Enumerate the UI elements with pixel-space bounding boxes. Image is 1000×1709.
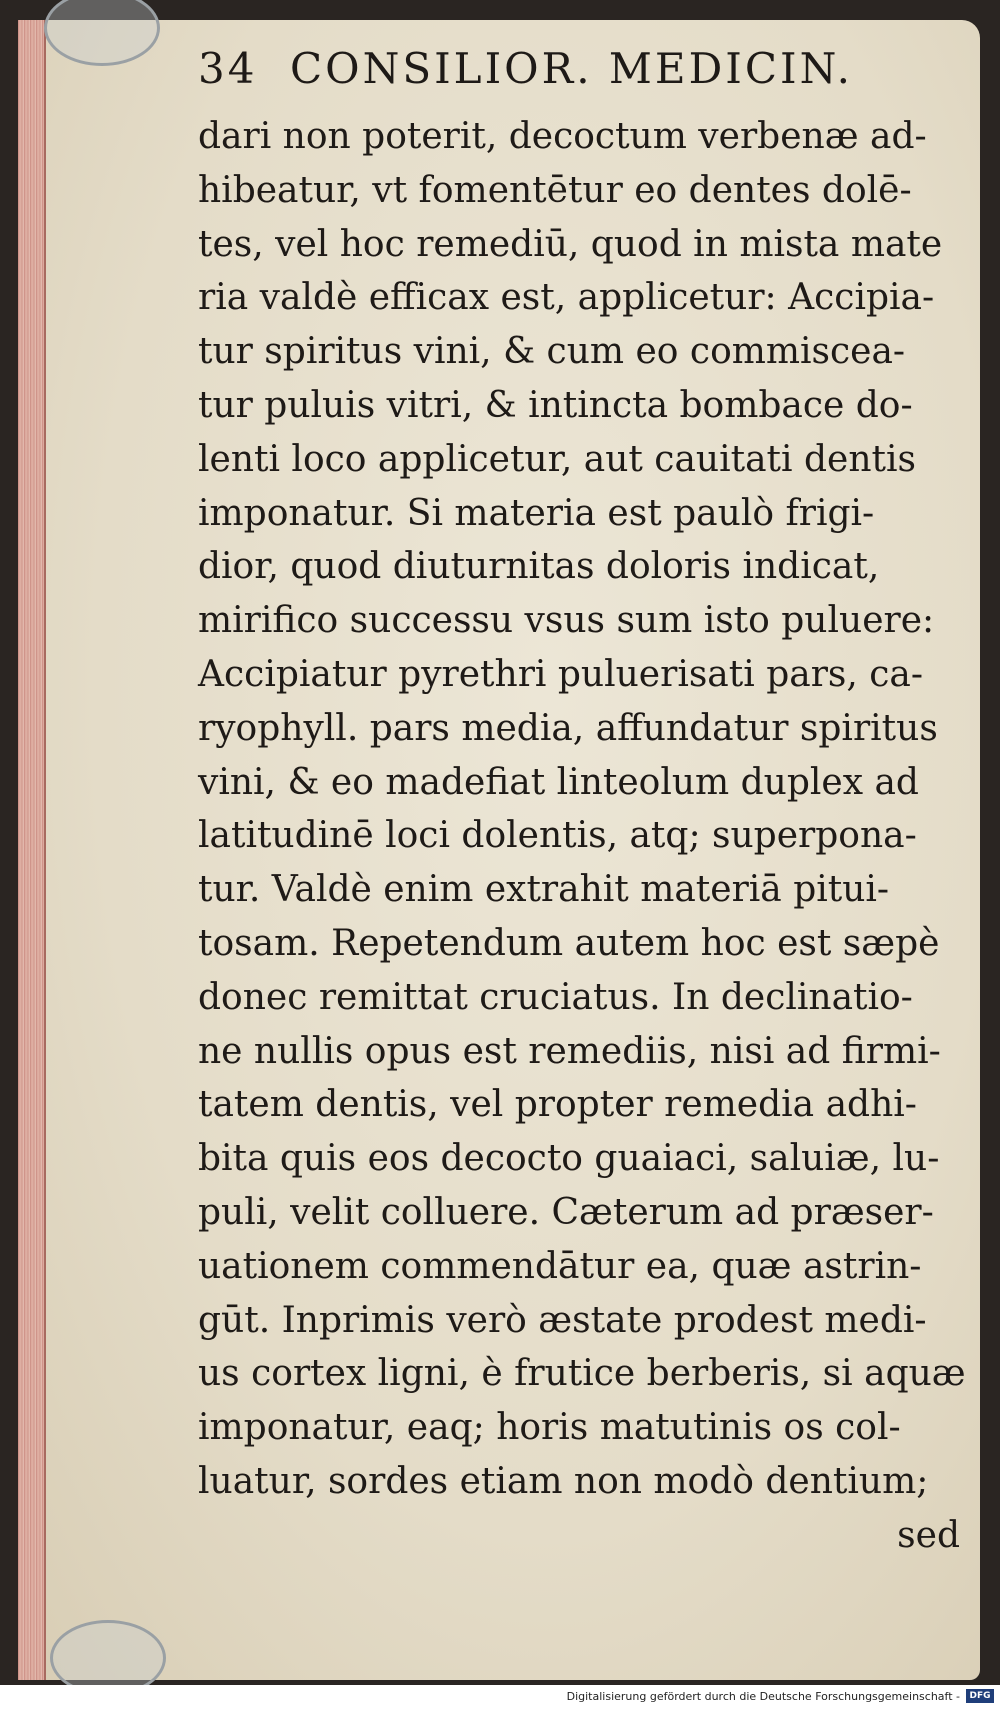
text-line: ryophyll. pars media, affundatur spiritus [198, 707, 938, 749]
text-line: us cortex ligni, è frutice berberis, si aquæ [198, 1353, 966, 1395]
text-line: tur spiritus vini, & cum eo commiscea- [198, 331, 906, 373]
text-line: dari non poterit, decoctum verbenæ ad- [198, 116, 927, 157]
text-line: lenti loco applicetur, aut cauitati dentis [198, 438, 916, 480]
text-line: hibeatur, vt fomentētur eo dentes dolē- [198, 169, 912, 211]
text-line: latitudinē loci dolentis, atq; superpona- [198, 815, 917, 857]
text-line: ria valdè efficax est, applicetur: Accipia- [198, 277, 935, 319]
page-clip-top [44, 0, 160, 66]
text-line: uationem commendātur ea, quæ astrin- [198, 1245, 922, 1287]
text-line: mirifico successu vsus sum isto puluere: [198, 600, 935, 642]
text-line: puli, velit colluere. Cæterum ad præser- [198, 1191, 934, 1233]
text-block [198, 44, 968, 1563]
text-line: ne nullis opus est remediis, nisi ad firmi- [198, 1030, 941, 1072]
page-fore-edge [18, 20, 46, 1680]
text-line: tur. Valdè enim extrahit materiā pitui- [198, 869, 890, 911]
dfg-logo-icon: DFG [966, 1689, 994, 1703]
page-number: 34 [198, 44, 258, 93]
catchword: sed [897, 1514, 960, 1556]
text-line: bita quis eos decocto guaiaci, saluiæ, lu- [198, 1138, 940, 1180]
text-line: imponatur, eaq; horis matutinis os col- [198, 1407, 901, 1449]
text-line: tosam. Repetendum autem hoc est sæpè [198, 922, 940, 964]
text-line: luatur, sordes etiam non modò dentium; [198, 1460, 929, 1502]
text-line: Accipiatur pyrethri puluerisati pars, ca- [198, 653, 924, 695]
text-line: donec remittat cruciatus. In declinatio- [198, 976, 913, 1018]
footer-bar [0, 1685, 1000, 1709]
text-line: gūt. Inprimis verò æstate prodest medi- [198, 1299, 927, 1341]
text-line: tatem dentis, vel propter remedia adhi- [198, 1084, 917, 1126]
page-header [198, 44, 968, 110]
running-head: CONSILIOR. MEDICIN. [290, 44, 853, 93]
text-line: vini, & eo madefiat linteolum duplex ad [198, 761, 919, 803]
text-line: tes, vel hoc remediū, quod in mista mate [198, 223, 943, 265]
text-line: dior, quod diuturnitas doloris indicat, [198, 546, 880, 588]
text-line: tur puluis vitri, & intincta bombace do- [198, 384, 913, 426]
text-line: imponatur. Si materia est paulò frigi- [198, 492, 875, 534]
funding-credit: Digitalisierung gefördert durch die Deutsche Forschungsgemeinschaft - [566, 1690, 960, 1703]
